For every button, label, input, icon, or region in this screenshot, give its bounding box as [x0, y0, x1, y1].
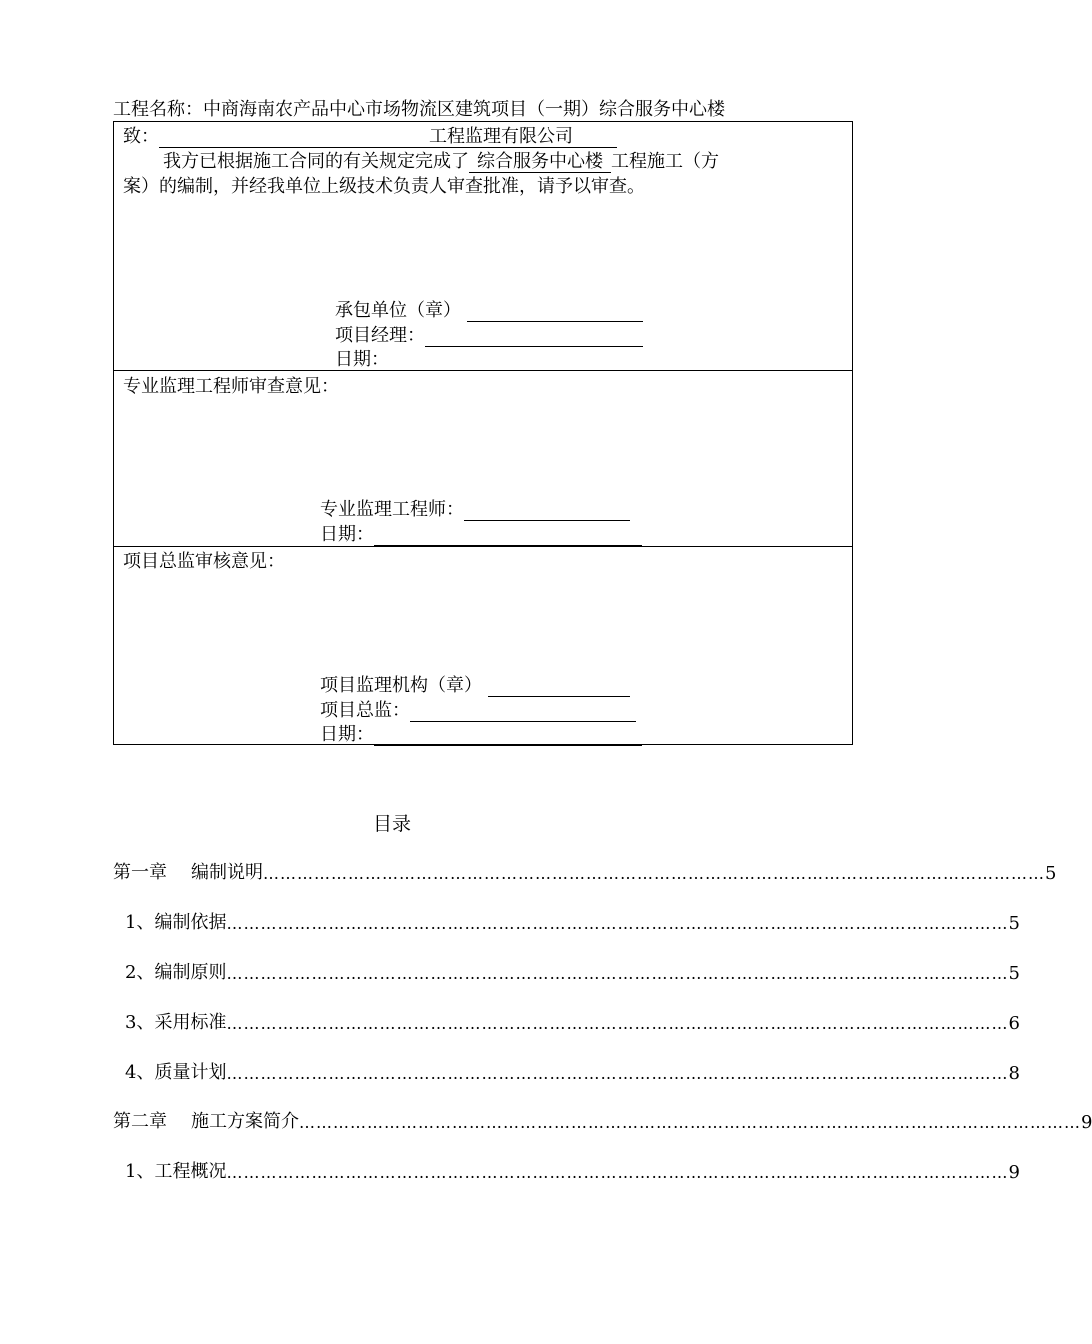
contractor-label: 承包单位（章） [335, 300, 461, 321]
date-row-2 [320, 524, 642, 546]
to-line [123, 126, 617, 148]
date-label-3: 日期： [320, 724, 374, 745]
engineer-label: 专业监理工程师： [320, 499, 464, 520]
to-blank [159, 129, 429, 148]
toc-label: 2、编制原则 [125, 962, 227, 983]
date-blank-2[interactable] [374, 527, 642, 546]
date-row-3 [320, 724, 642, 746]
project-name: 工程名称：中商海南农产品中心市场物流区建筑项目（一期）综合服务中心楼 [113, 99, 725, 120]
toc-label: 1、工程概况 [125, 1161, 227, 1182]
para-line-1 [163, 151, 719, 173]
date-label-2: 日期： [320, 524, 374, 545]
toc-label: 3、采用标准 [125, 1012, 227, 1033]
toc-chapter: 第一章 [113, 862, 167, 883]
form-divider-2 [113, 546, 853, 547]
agency-label: 项目监理机构（章） [320, 675, 482, 696]
para-line1-after: 工程施工（方 [611, 151, 719, 172]
toc-leader: ………………………………………………………………………………………………………………………… [226, 914, 1009, 933]
toc-page: 9 [1081, 1112, 1092, 1133]
engineer-row [320, 499, 630, 521]
toc-label: 施工方案简介 [191, 1111, 299, 1132]
toc-leader: ………………………………………………………………………………………………………………………… [299, 1113, 1081, 1132]
toc-page: 6 [1008, 1013, 1020, 1034]
agency-blank[interactable] [488, 678, 630, 697]
to-blank-tail [573, 129, 617, 148]
toc-label: 1、编制依据 [125, 912, 227, 933]
toc-item[interactable] [113, 960, 1020, 984]
date-row-1 [335, 349, 649, 371]
toc-leader: ………………………………………………………………………………………………………………………… [226, 1163, 1009, 1182]
contractor-blank[interactable] [467, 303, 643, 322]
chief-opinion-title: 项目总监审核意见： [123, 551, 285, 572]
pm-row [335, 325, 643, 347]
toc-label: 编制说明 [191, 862, 263, 883]
toc-item[interactable] [113, 860, 1057, 884]
para-line1-before: 我方已根据施工合同的有关规定完成了 [163, 151, 469, 172]
toc-label: 4、质量计划 [125, 1062, 227, 1083]
approval-form [113, 121, 853, 745]
toc-page: 5 [1008, 913, 1020, 934]
date-blank-3[interactable] [374, 727, 642, 746]
pm-blank[interactable] [425, 328, 643, 347]
agency-row [320, 675, 630, 697]
engineer-opinion-title: 专业监理工程师审查意见： [123, 376, 339, 397]
toc-page: 5 [1045, 863, 1057, 884]
chief-label: 项目总监： [320, 700, 410, 721]
contractor-row [335, 300, 643, 322]
to-label: 致： [123, 126, 159, 147]
toc-leader: ………………………………………………………………………………………………………………………… [226, 964, 1009, 983]
toc-chapter: 第二章 [113, 1111, 167, 1132]
toc-item[interactable] [113, 1159, 1020, 1183]
engineer-blank[interactable] [464, 502, 630, 521]
chief-blank[interactable] [410, 703, 636, 722]
toc-leader: ………………………………………………………………………………………………………………………… [263, 864, 1045, 883]
toc-page: 5 [1008, 963, 1020, 984]
pm-label: 项目经理： [335, 325, 425, 346]
para-project-name: 综合服务中心楼 [469, 151, 611, 173]
toc-page: 9 [1008, 1162, 1020, 1183]
toc-leader: ………………………………………………………………………………………………………………………… [226, 1014, 1009, 1033]
date-blank-1[interactable] [389, 352, 649, 371]
toc-item[interactable] [113, 1109, 1092, 1133]
to-company: 工程监理有限公司 [429, 126, 573, 147]
toc-page: 8 [1008, 1063, 1020, 1084]
toc-item[interactable] [113, 1060, 1020, 1084]
toc-item[interactable] [113, 1010, 1020, 1034]
toc-title: 目录 [373, 813, 412, 835]
toc-item[interactable] [113, 910, 1020, 934]
para-line-2: 案）的编制，并经我单位上级技术负责人审查批准，请予以审查。 [123, 176, 645, 197]
toc-leader: ………………………………………………………………………………………………………………………… [226, 1064, 1009, 1083]
date-label-1: 日期： [335, 349, 389, 370]
chief-row [320, 700, 636, 722]
